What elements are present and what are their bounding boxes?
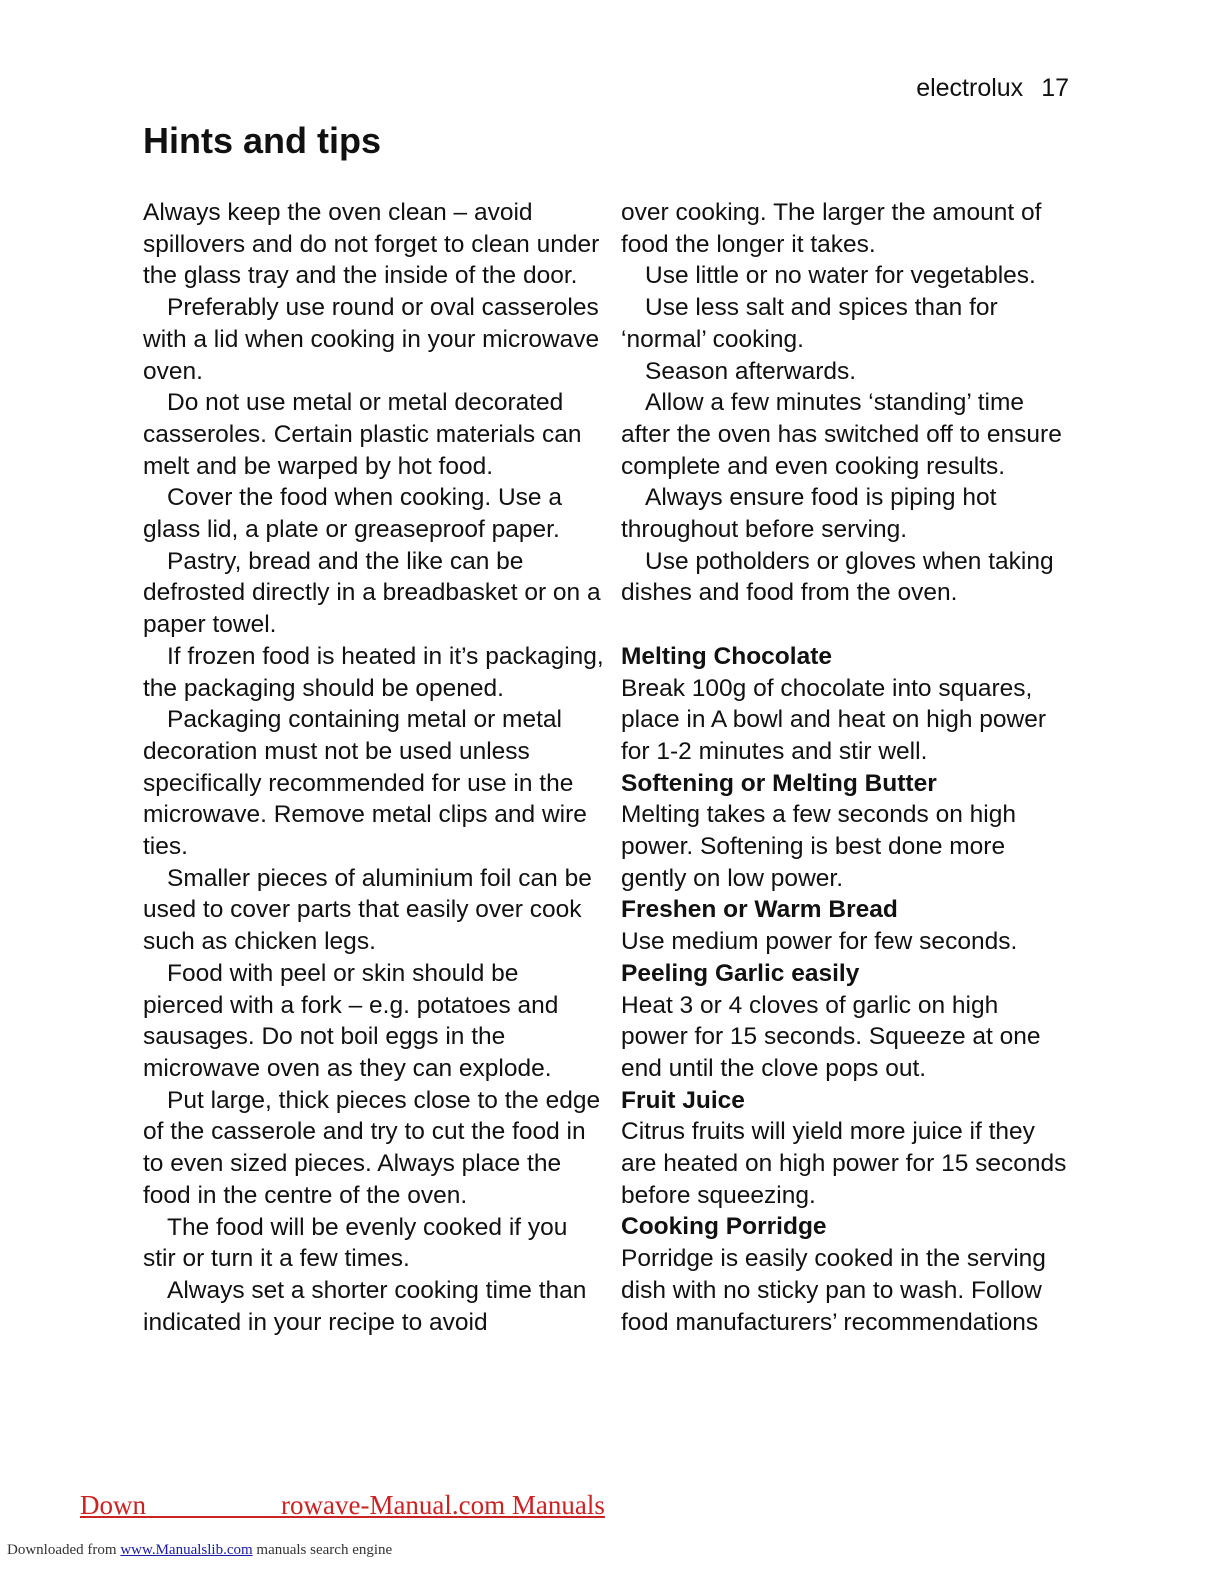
paragraph: The food will be evenly cooked if you stir or turn it a few times. bbox=[143, 1213, 568, 1273]
section-heading: Melting Chocolate bbox=[621, 642, 832, 670]
section-heading: Fruit Juice bbox=[621, 1086, 745, 1114]
tip-section bbox=[621, 1085, 1071, 1212]
paragraph: Always keep the oven clean – avoid spillovers and do not forget to clean under the glass tray and the inside of the door. bbox=[143, 199, 600, 290]
section-body: Break 100g of chocolate into squares, place in A bowl and heat on high power for 1-2 minutes and stir well. bbox=[621, 674, 1046, 765]
tip-section bbox=[621, 1211, 1071, 1338]
paragraph: Food with peel or skin should be pierced with a fork – e.g. potatoes and sausages. Do not boil eggs in the microwave oven as they can explode. bbox=[143, 959, 559, 1082]
paragraph: over cooking. The larger the amount of food the longer it takes. bbox=[621, 199, 1042, 258]
paragraph: Put large, thick pieces close to the edge of the casserole and try to cut the food in to even sized pieces. Always place the food in the centre of the oven. bbox=[143, 1086, 601, 1209]
section-body: Citrus fruits will yield more juice if they are heated on high power for 15 seconds before squeezing. bbox=[621, 1118, 1067, 1209]
section-heading: Peeling Garlic easily bbox=[621, 959, 860, 987]
section-heading: Softening or Melting Butter bbox=[621, 769, 937, 797]
paragraph: Always set a shorter cooking time than indicated in your recipe to avoid bbox=[143, 1276, 587, 1336]
footer-manual-link[interactable]: Down rowave-Manual.com Manuals bbox=[80, 1490, 605, 1520]
paragraph: Smaller pieces of aluminium foil can be used to cover parts that easily over cook such as chicken legs. bbox=[143, 864, 592, 956]
paragraph: Use little or no water for vegetables. bbox=[645, 262, 1036, 290]
page-title: Hints and tips bbox=[143, 120, 382, 161]
page-header bbox=[916, 74, 1069, 103]
tip-section bbox=[621, 641, 1071, 768]
section-heading: Cooking Porridge bbox=[621, 1213, 827, 1241]
downloaded-prefix: Downloaded from bbox=[7, 1542, 117, 1558]
paragraph: If frozen food is heated in it’s packaging, the packaging should be opened. bbox=[143, 642, 604, 702]
brand-name: electrolux bbox=[916, 74, 1024, 102]
tip-section bbox=[621, 958, 1071, 1085]
paragraph: Allow a few minutes ‘standing’ time after the oven has switched off to ensure complete and even cooking results. bbox=[621, 389, 1062, 480]
paragraph: Cover the food when cooking. Use a glass lid, a plate or greaseproof paper. bbox=[143, 484, 562, 544]
paragraph: Use less salt and spices than for ‘normal’ cooking. bbox=[621, 294, 998, 353]
page-number: 17 bbox=[1041, 74, 1069, 102]
manualslib-link[interactable]: www.Manualslib.com bbox=[120, 1542, 253, 1558]
tip-section bbox=[621, 768, 1071, 895]
section-body: Porridge is easily cooked in the serving dish with no sticky pan to wash. Follow food manufacturers’ recommendations bbox=[621, 1245, 1046, 1336]
paragraph: Do not use metal or metal decorated casseroles. Certain plastic materials can melt and be warped by hot food. bbox=[143, 389, 582, 480]
section-body: Melting takes a few seconds on high power. Softening is best done more gently on low power. bbox=[621, 801, 1016, 892]
paragraph: Packaging containing metal or metal decoration must not be used unless specifically recommended for use in the microwave. Remove metal clips and wire ties. bbox=[143, 706, 587, 861]
paragraph: Always ensure food is piping hot throughout before serving. bbox=[621, 484, 997, 544]
paragraph: Preferably use round or oval casseroles with a lid when cooking in your microwave oven. bbox=[143, 294, 600, 385]
paragraph: Use potholders or gloves when taking dishes and food from the oven. bbox=[621, 547, 1054, 607]
section-body: Heat 3 or 4 cloves of garlic on high power for 15 seconds. Squeeze at one end until the clove pops out. bbox=[621, 991, 1041, 1082]
section-body: Use medium power for few seconds. bbox=[621, 928, 1018, 956]
spacer bbox=[621, 609, 1071, 641]
downloaded-suffix: manuals search engine bbox=[256, 1542, 393, 1558]
section-heading: Freshen or Warm Bread bbox=[621, 896, 898, 924]
tip-section bbox=[621, 894, 1071, 957]
right-column bbox=[621, 197, 1071, 1338]
paragraph: Pastry, bread and the like can be defrosted directly in a breadbasket or on a paper towel. bbox=[143, 547, 601, 639]
paragraph: Season afterwards. bbox=[645, 357, 857, 385]
left-column bbox=[143, 197, 605, 1338]
downloaded-from-line bbox=[7, 1542, 392, 1559]
